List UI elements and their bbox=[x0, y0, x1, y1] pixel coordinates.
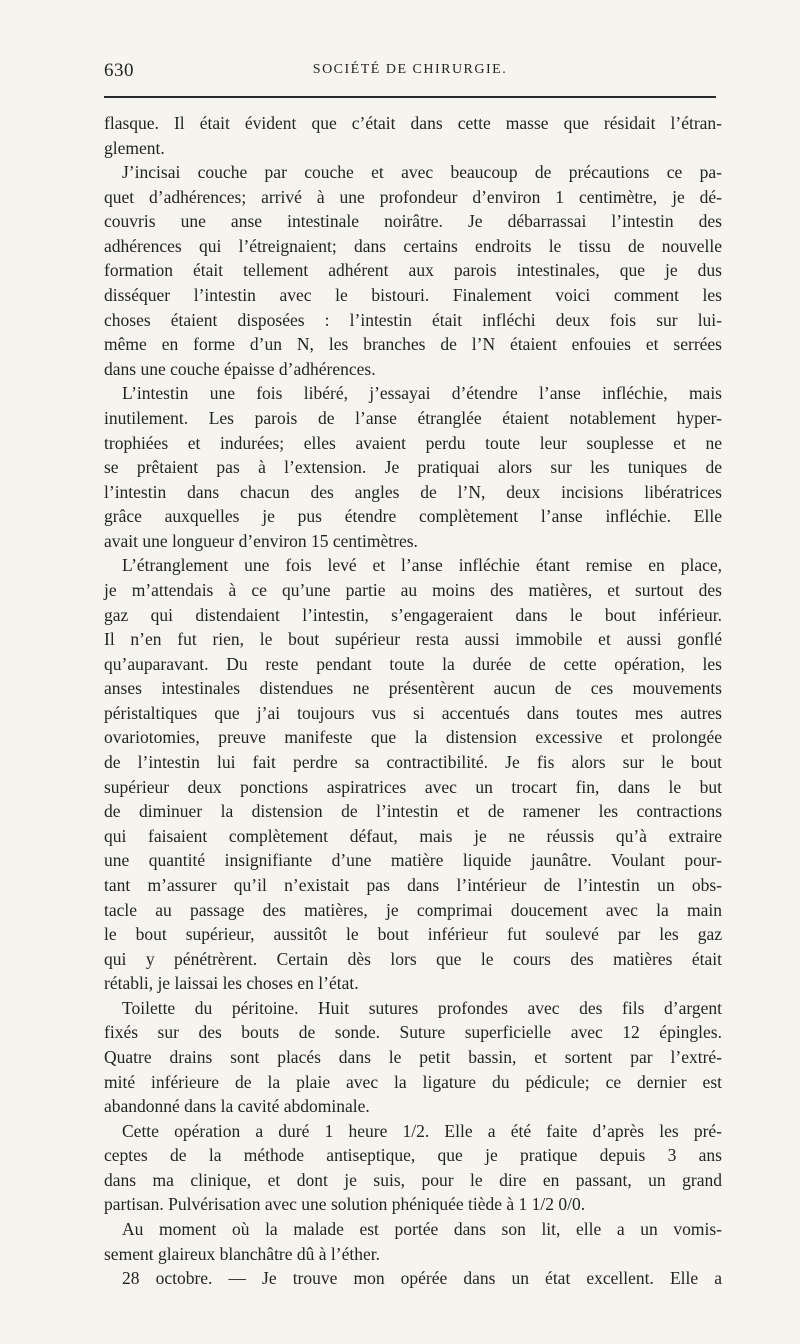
text-line: le bout supérieur, aussitôt le bout inférieur fut soulevé par les gaz bbox=[104, 924, 722, 945]
text-line: 28 octobre. — Je trouve mon opérée dans un état excellent. Elle a bbox=[122, 1268, 722, 1289]
text-line: qui y pénétrèrent. Certain dès lors que le cours des matières était bbox=[104, 948, 722, 969]
text-line: Quatre drains sont placés dans le petit bassin, et sortent par l’extré- bbox=[104, 1046, 722, 1067]
text-line: abandonné dans la cavité abdominale. bbox=[104, 1096, 370, 1117]
text-line: dans ma clinique, et dont je suis, pour le dire en passant, un grand bbox=[104, 1169, 722, 1190]
text-line: se prêtaient pas à l’extension. Je pratiquai alors sur les tuniques de bbox=[104, 457, 722, 478]
text-line: mité inférieure de la plaie avec la ligature du pédicule; ce dernier est bbox=[104, 1071, 722, 1092]
text-line: de diminuer la distension de l’intestin et de ramener les contractions bbox=[104, 801, 722, 822]
text-line: gaz qui distendaient l’intestin, s’engageraient dans le bout inférieur. bbox=[104, 604, 722, 625]
text-line: formation était tellement adhérent aux parois intestinales, que je dus bbox=[104, 260, 722, 281]
text-line: je m’attendais à ce qu’une partie au moins des matières, et surtout des bbox=[104, 579, 722, 600]
text-line: sement glaireux blanchâtre dû à l’éther. bbox=[104, 1243, 380, 1264]
text-line: ovariotomies, preuve manifeste que la distension excessive et prolongée bbox=[104, 727, 722, 748]
body-text bbox=[104, 111, 722, 1291]
text-line: anses intestinales distendues ne présentèrent aucun de ces mouvements bbox=[104, 678, 722, 699]
text-line: trophiées et indurées; elles avaient perdu toute leur souplesse et ne bbox=[104, 432, 722, 453]
text-line: partisan. Pulvérisation avec une solution phéniquée tiède à 1 1/2 0/0. bbox=[104, 1194, 586, 1215]
text-line: même en forme d’un N, les branches de l’N étaient enfouies et serrées bbox=[104, 334, 722, 355]
text-line: L’intestin une fois libéré, j’essayai d’étendre l’anse infléchie, mais bbox=[122, 383, 722, 404]
text-line: rétabli, je laissai les choses en l’état. bbox=[104, 973, 359, 994]
text-line: inutilement. Les parois de l’anse étranglée étaient notablement hyper- bbox=[104, 407, 722, 428]
text-line: Toilette du péritoine. Huit sutures profondes avec des fils d’argent bbox=[122, 997, 722, 1018]
text-line: de l’intestin lui fait perdre sa contractibilité. Je fis alors sur le bout bbox=[104, 752, 722, 773]
text-line: avait une longueur d’environ 15 centimètres. bbox=[104, 530, 418, 551]
text-line: couvris une anse intestinale noirâtre. Je débarrassai l’intestin des bbox=[104, 211, 722, 232]
page-number: 630 bbox=[104, 60, 134, 81]
text-line: L’étranglement une fois levé et l’anse infléchie étant remise en place, bbox=[122, 555, 722, 576]
text-line: tacle au passage des matières, je comprimai doucement avec la main bbox=[104, 899, 722, 920]
text-line: dans une couche épaisse d’adhérences. bbox=[104, 358, 376, 379]
text-line: qui faisaient complètement défaut, mais je ne réussis qu’à extraire bbox=[104, 825, 722, 846]
running-head: SOCIÉTÉ DE CHIRURGIE. bbox=[312, 62, 508, 77]
header-rule bbox=[104, 96, 716, 98]
text-line: ceptes de la méthode antiseptique, que je pratique depuis 3 ans bbox=[104, 1145, 722, 1166]
text-line: flasque. Il était évident que c’était dans cette masse que résidait l’étran- bbox=[104, 113, 722, 133]
text-line: Cette opération a duré 1 heure 1/2. Elle a été faite d’après les pré- bbox=[122, 1120, 722, 1141]
text-line: supérieur deux ponctions aspiratrices avec un trocart fin, dans le but bbox=[104, 776, 722, 797]
page-header bbox=[104, 60, 716, 86]
text-line: quet d’adhérences; arrivé à une profondeur d’environ 1 centimètre, je dé- bbox=[104, 186, 722, 207]
text-line: qu’auparavant. Du reste pendant toute la durée de cette opération, les bbox=[104, 653, 722, 674]
text-line: Il n’en fut rien, le bout supérieur resta aussi immobile et aussi gonflé bbox=[104, 629, 722, 650]
text-line: disséquer l’intestin avec le bistouri. Finalement voici comment les bbox=[104, 285, 722, 306]
text-line: l’intestin dans chacun des angles de l’N, deux incisions libératrices bbox=[104, 481, 722, 502]
text-line: une quantité insignifiante d’une matière liquide jaunâtre. Voulant pour- bbox=[104, 850, 722, 871]
text-line: choses étaient disposées : l’intestin était infléchi deux fois sur lui- bbox=[104, 309, 722, 330]
text-line: Au moment où la malade est portée dans son lit, elle a un vomis- bbox=[122, 1219, 722, 1240]
text-line: adhérences qui l’étreignaient; dans certains endroits le tissu de nouvelle bbox=[104, 235, 722, 256]
text-line: J’incisai couche par couche et avec beaucoup de précautions ce pa- bbox=[122, 162, 722, 183]
text-line: péristaltiques que j’ai toujours vus si accentués dans toutes mes autres bbox=[104, 702, 722, 723]
text-line: fixés sur des bouts de sonde. Suture superficielle avec 12 épingles. bbox=[104, 1022, 722, 1043]
text-line: grâce auxquelles je pus étendre complètement l’anse infléchie. Elle bbox=[104, 506, 722, 527]
text-line: tant m’assurer qu’il n’existait pas dans l’intérieur de l’intestin un obs- bbox=[104, 874, 722, 895]
text-line: glement. bbox=[104, 137, 165, 158]
